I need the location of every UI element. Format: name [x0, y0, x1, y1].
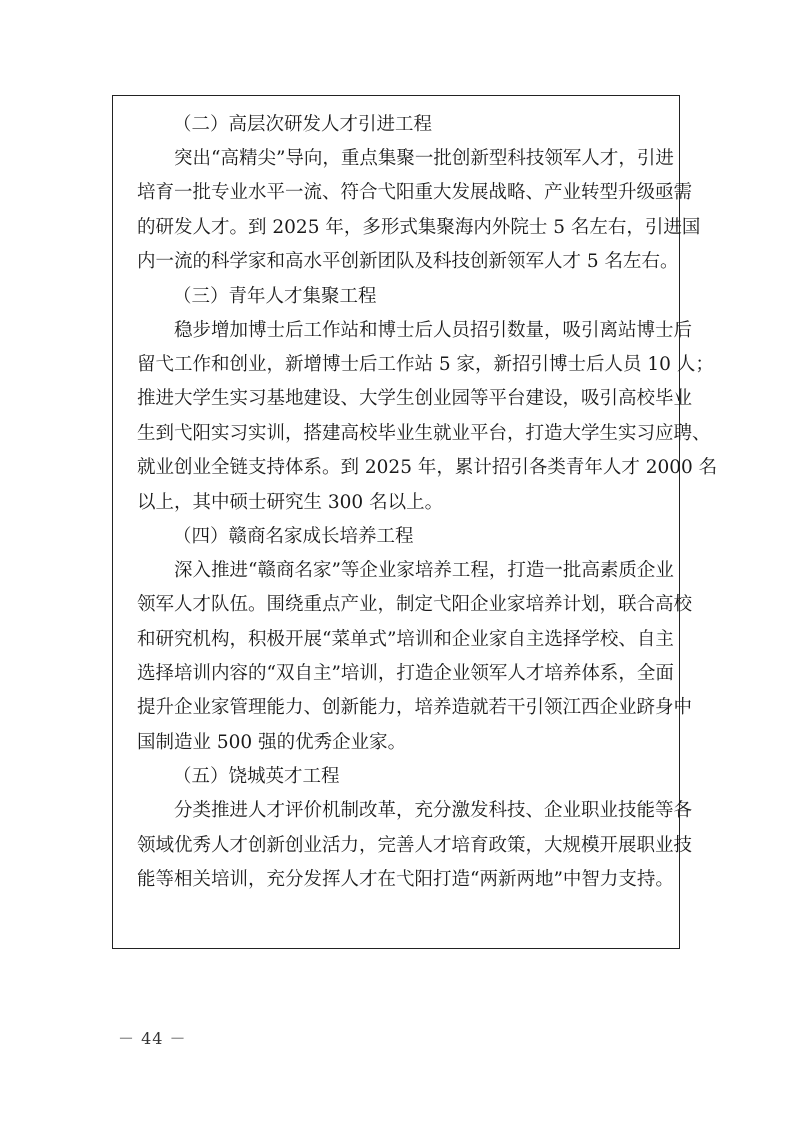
section-heading-3: （三）青年人才集聚工程 — [173, 285, 377, 307]
paragraph-line: 领军人才队伍。围绕重点产业，制定弋阳企业家培养计划，联合高校 — [137, 594, 693, 616]
section-heading-2: （二）高层次研发人才引进工程 — [173, 114, 433, 135]
paragraph-line: 以上，其中硕士研究生 300 名以上。 — [137, 491, 444, 513]
section-heading-4: （四）赣商名家成长培养工程 — [173, 525, 414, 547]
paragraph-line: 内一流的科学家和高水平创新团队及科技创新领军人才 5 名左右。 — [137, 251, 679, 273]
paragraph-line: 领域优秀人才创新创业活力，完善人才培育政策，大规模开展职业技 — [137, 834, 693, 856]
paragraph-line: 和研究机构，积极开展“菜单式”培训和企业家自主选择学校、自主 — [137, 628, 674, 650]
section-paragraph-5 — [137, 794, 693, 897]
paragraph-line: 突出“高精尖”导向，重点集聚一批创新型科技领军人才，引进 — [174, 148, 674, 169]
paragraph-line: 选择培训内容的“双自主”培训，打造企业领军人才培养体系，全面 — [137, 663, 674, 685]
paragraph-line: 的研发人才。到 2025 年，多形式集聚海内外院士 5 名左右，引进国 — [137, 216, 701, 238]
paragraph-line: 培育一批专业水平一流、符合弋阳重大发展战略、产业转型升级亟需 — [137, 182, 693, 204]
paragraph-line: 提升企业家管理能力、创新能力，培养造就若干引领江西企业跻身中 — [137, 697, 693, 719]
paragraph-line: 能等相关培训，充分发挥人才在弋阳打造“两新两地”中智力支持。 — [137, 869, 674, 891]
paragraph-line: 推进大学生实习基地建设、大学生创业园等平台建设，吸引高校毕业 — [137, 388, 693, 410]
section-paragraph-4 — [137, 554, 693, 760]
paragraph-line: 稳步增加博士后工作站和博士后人员招引数量，吸引离站博士后 — [174, 319, 693, 341]
paragraph-line: 生到弋阳实习实训，搭建高校毕业生就业平台，打造大学生实习应聘、 — [137, 422, 711, 444]
paragraph-line: 深入推进“赣商名家”等企业家培养工程，打造一批高素质企业 — [174, 559, 674, 581]
section-paragraph-2 — [137, 142, 701, 280]
paragraph-line: 就业创业全链支持体系。到 2025 年，累计招引各类青年人才 2000 名 — [137, 457, 718, 479]
paragraph-line: 国制造业 500 强的优秀企业家。 — [137, 731, 407, 753]
paragraph-line: 留弋工作和创业，新增博士后工作站 5 家，新招引博士后人员 10 人； — [137, 353, 714, 375]
page-number: － 44 － — [118, 1029, 187, 1048]
section-heading-5: （五）饶城英才工程 — [173, 766, 340, 788]
paragraph-line: 分类推进人才评价机制改革，充分激发科技、企业职业技能等各 — [174, 800, 693, 822]
content-frame — [112, 95, 718, 949]
section-paragraph-3 — [137, 314, 718, 520]
